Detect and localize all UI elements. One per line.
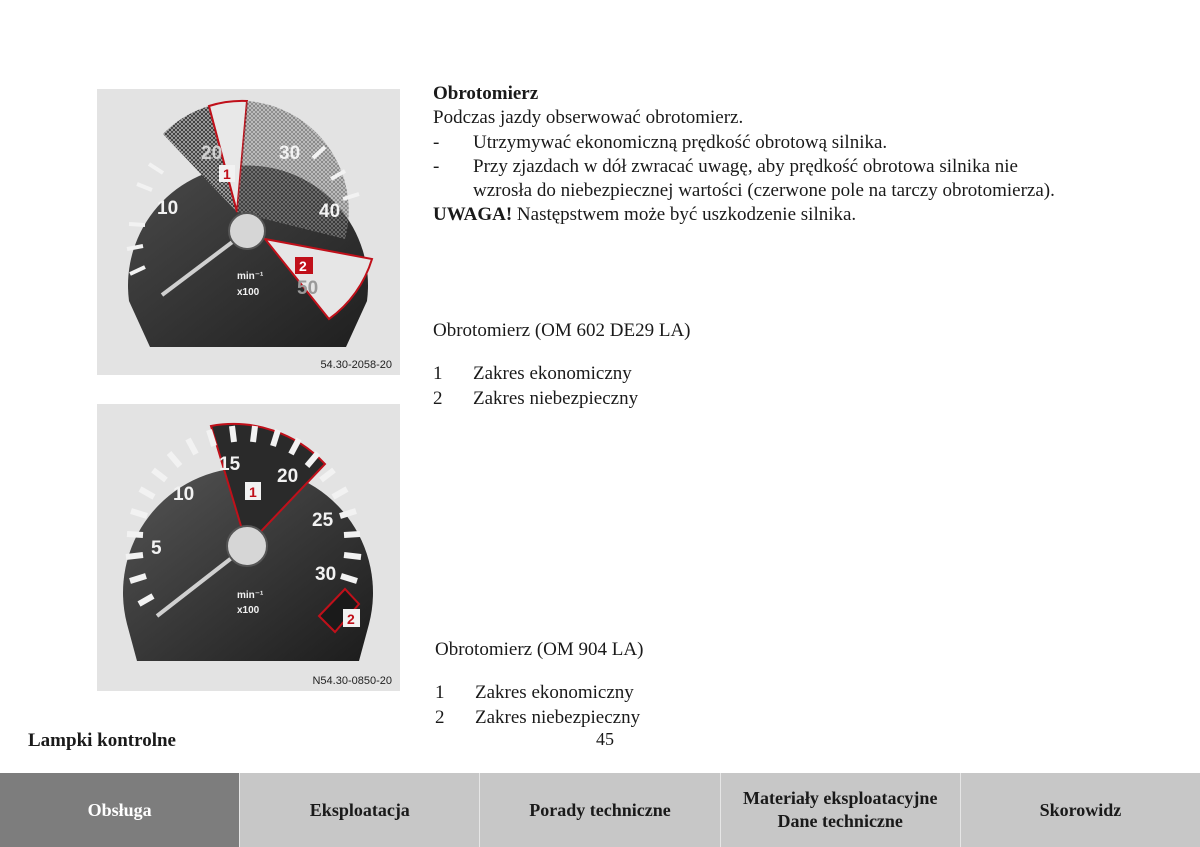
caption-item-label: Zakres niebezpieczny — [473, 387, 639, 409]
dial-number: 10 — [157, 198, 179, 219]
warning-label: UWAGA! — [433, 204, 513, 226]
dial-number: 30 — [315, 564, 337, 585]
caption-item-number: 2 — [435, 706, 445, 728]
caption-2 — [435, 619, 643, 730]
caption-item — [433, 387, 691, 411]
nav-tab-obsluga[interactable] — [0, 773, 240, 847]
intro-text: Podczas jazdy obserwować obrotomierz. — [433, 107, 744, 129]
caption-item-label: Zakres ekonomiczny — [473, 363, 632, 385]
dial-number: 25 — [312, 510, 334, 531]
caption-item-label: Zakres niebezpieczny — [475, 706, 641, 728]
dial-unit: min⁻¹ — [237, 271, 264, 282]
needle-hub — [227, 526, 267, 566]
bullet-item — [433, 131, 1113, 155]
caption-item-number: 2 — [433, 387, 443, 409]
figure-code: N54.30-0850-20 — [312, 675, 392, 687]
tachometer-figure-2 — [97, 404, 400, 691]
dial-number: 50 — [297, 278, 319, 299]
nav-tab-label: Obsługa — [87, 799, 152, 820]
marker-danger-label: 2 — [347, 611, 355, 627]
dial-unit-scale: x100 — [237, 287, 260, 298]
caption-item — [435, 681, 643, 705]
bottom-navigation — [0, 773, 1200, 847]
caption-item — [435, 706, 643, 730]
marker-danger-label: 2 — [299, 258, 307, 274]
bullet-item — [433, 155, 1113, 204]
page-number: 45 — [596, 729, 614, 749]
dial-unit: min⁻¹ — [237, 590, 264, 601]
bullet-text: Utrzymywać ekonomiczną prędkość obrotową silnika. — [473, 131, 888, 153]
dial-number: 40 — [319, 201, 341, 222]
dial-number: 5 — [151, 538, 162, 559]
dial-number: 30 — [279, 143, 301, 164]
dial-unit-scale: x100 — [237, 605, 260, 616]
tachometer-dial-2 — [97, 404, 400, 691]
caption-1 — [433, 300, 691, 411]
section-heading: Obrotomierz — [433, 83, 539, 104]
marker-economic-label: 1 — [223, 166, 231, 182]
tachometer-description — [433, 82, 1113, 228]
nav-tab-label-line2: Dane techniczne — [777, 811, 903, 831]
nav-tab-eksploatacja[interactable] — [240, 773, 480, 847]
section-title: Lampki kontrolne — [28, 730, 176, 751]
caption-title: Obrotomierz (OM 904 LA) — [435, 639, 644, 660]
nav-tab-label: Skorowidz — [1039, 799, 1122, 820]
nav-tab-label: Eksploatacja — [309, 799, 410, 820]
nav-tab-label: Materiały eksploatacyjne — [742, 788, 938, 808]
bullet-dash: - — [433, 131, 440, 153]
bullet-text: Przy zjazdach w dół zwracać uwagę, aby prędkość obrotowa silnika nie wzrosła do niebezpiecznej wartości (czerwone pole na tarczy obrotomierza). — [473, 155, 1055, 202]
caption-item — [433, 362, 691, 386]
caption-title: Obrotomierz (OM 602 DE29 LA) — [433, 320, 691, 341]
marker-economic-label: 1 — [249, 484, 257, 500]
caption-item-number: 1 — [435, 682, 445, 704]
dial-number: 15 — [219, 454, 241, 475]
dial-number: 10 — [173, 484, 195, 505]
caption-item-number: 1 — [433, 363, 443, 385]
nav-tab-porady-techniczne[interactable] — [480, 773, 720, 847]
nav-tab-skorowidz[interactable] — [961, 773, 1200, 847]
caption-item-label: Zakres ekonomiczny — [475, 682, 634, 704]
bullet-dash: - — [433, 155, 440, 177]
dial-number: 20 — [277, 466, 299, 487]
warning-text: Następstwem może być uszkodzenie silnika. — [512, 204, 857, 226]
nav-tab-materialy-eksploatacyjne[interactable] — [721, 773, 961, 847]
tachometer-dial-1 — [97, 89, 400, 375]
figure-code: 54.30-2058-20 — [320, 359, 392, 371]
tachometer-figure-1 — [97, 89, 400, 375]
warning-line — [433, 203, 1113, 227]
needle-hub — [229, 213, 265, 249]
dial-number: 20 — [201, 143, 223, 164]
nav-tab-label: Porady techniczne — [529, 799, 671, 820]
